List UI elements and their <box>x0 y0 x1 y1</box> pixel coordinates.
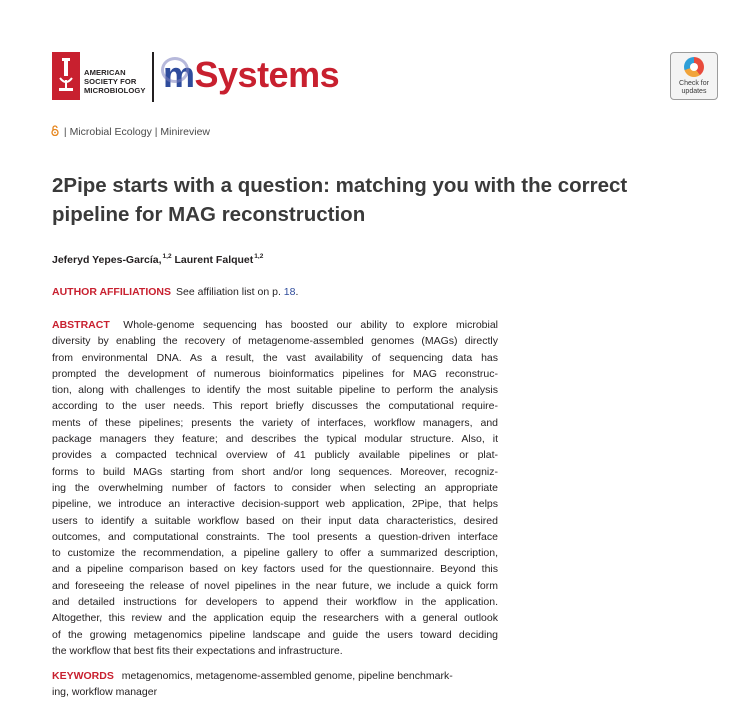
keywords-line <box>52 684 498 700</box>
journal-logo <box>163 52 339 98</box>
article-title: 2Pipe starts with a question: matching you with the correct pipeline for MAG reconstruction <box>52 174 628 226</box>
update-badge-icon <box>684 57 704 77</box>
society-line-2: SOCIETY FOR <box>84 77 137 86</box>
abstract-line <box>52 317 498 333</box>
check-updates-line-1: Check for <box>679 80 709 87</box>
abstract <box>52 317 498 659</box>
abstract-line: forms to build MAGs starting from short and/or long sequences. Moreover, recogniz- <box>52 465 498 478</box>
journal-logo-prefix: m <box>163 54 195 95</box>
abstract-line: package managers they feature; and describes the typical modular structure. Also, it <box>52 433 498 446</box>
author-affiliation-mark: 1,2 <box>162 253 172 260</box>
abstract-line: of the growing metagenomics pipeline landscape and guide the users toward deciding <box>52 628 498 641</box>
abstract-line: users to identify a suitable workflow based on their input data characteristics, desired <box>52 514 498 527</box>
abstract-line: Altogether, this review and the application equip the researchers with a general outlook <box>52 612 498 625</box>
keywords-text: workflow manager <box>71 686 158 699</box>
affiliations-text: See affiliation list on p. <box>176 286 281 298</box>
keywords-hyphen-continuation: ing, <box>52 686 69 699</box>
affiliations-page-link[interactable]: 18 <box>283 286 296 298</box>
abstract-label: ABSTRACT <box>52 319 110 331</box>
open-access-icon <box>51 126 62 138</box>
abstract-line: and a pipeline comparison based on key factors used for the questionnaire. Beyond this <box>52 563 498 576</box>
asm-logo <box>52 52 80 100</box>
check-for-updates-button[interactable] <box>670 52 718 100</box>
abstract-line: and detailed instructions for developers to append their workflow in the application. <box>52 596 498 609</box>
microscope-icon <box>52 52 80 100</box>
abstract-line: according to the user needs. This report briefly discusses the computational require- <box>52 400 498 413</box>
author-list <box>52 253 263 266</box>
journal-logo-name: Systems <box>194 54 340 95</box>
abstract-line: and foreseeing the release of novel pipelines in the near future, we include a quick form <box>52 579 498 592</box>
society-line-1: AMERICAN <box>84 68 126 77</box>
society-line-3: MICROBIOLOGY <box>84 86 146 95</box>
society-name <box>84 68 146 95</box>
abstract-line: ments of these pipelines; presents the variety of interfaces, workflow managers, and <box>52 416 498 429</box>
author-affiliations <box>52 286 298 298</box>
affiliations-end: . <box>295 286 299 298</box>
author-name[interactable]: Laurent Falquet <box>174 254 254 266</box>
article-section <box>51 125 210 138</box>
check-for-updates-label <box>671 80 717 95</box>
abstract-line: tion, along with challenges to identify the most suitable pipeline to perform the analysis <box>52 384 498 397</box>
abstract-line: prompted the development of numerous bioinformatics pipelines for MAG reconstruc- <box>52 367 498 380</box>
keywords-text: metagenomics, metagenome-assembled genome, pipeline benchmark- <box>121 670 453 682</box>
keywords-label: KEYWORDS <box>52 670 114 682</box>
affiliations-label: AUTHOR AFFILIATIONS <box>52 286 171 298</box>
keywords-line <box>52 668 498 684</box>
abstract-line: provides a compacted technical overview of 41 publicly available pipelines or plat- <box>52 449 498 462</box>
abstract-line: from environmental DNA. As a result, the vast availability of sequencing data has <box>52 351 498 364</box>
keywords <box>52 668 498 701</box>
author-affiliation-mark: 1,2 <box>254 253 264 260</box>
masthead-divider <box>152 52 154 102</box>
section-text: | Microbial Ecology | Minireview <box>63 126 211 138</box>
author-name[interactable]: Jeferyd Yepes-García, <box>52 254 162 266</box>
abstract-line: ing the overwhelming number of factors to consider when selecting an appropriate <box>52 481 498 494</box>
abstract-line: the workflow that best fits their expectations and infrastructure. <box>52 644 343 657</box>
abstract-line: outcomes, and computational constraints. The tool presents a question-driven interface <box>52 530 498 543</box>
check-updates-line-2: updates <box>681 87 707 95</box>
abstract-line: to customize the recommendation, a pipeline gallery to offer a summarized description, <box>52 547 498 560</box>
abstract-line: pipeline, we introduce an interactive decision-support web application, 2Pipe, that helps <box>52 498 498 511</box>
abstract-line: diversity by enabling the recovery of metagenome-assembled genomes (MAGs) directly <box>52 335 498 348</box>
abstract-text: Whole-genome sequencing has boosted our ability to explore microbial <box>123 319 498 331</box>
